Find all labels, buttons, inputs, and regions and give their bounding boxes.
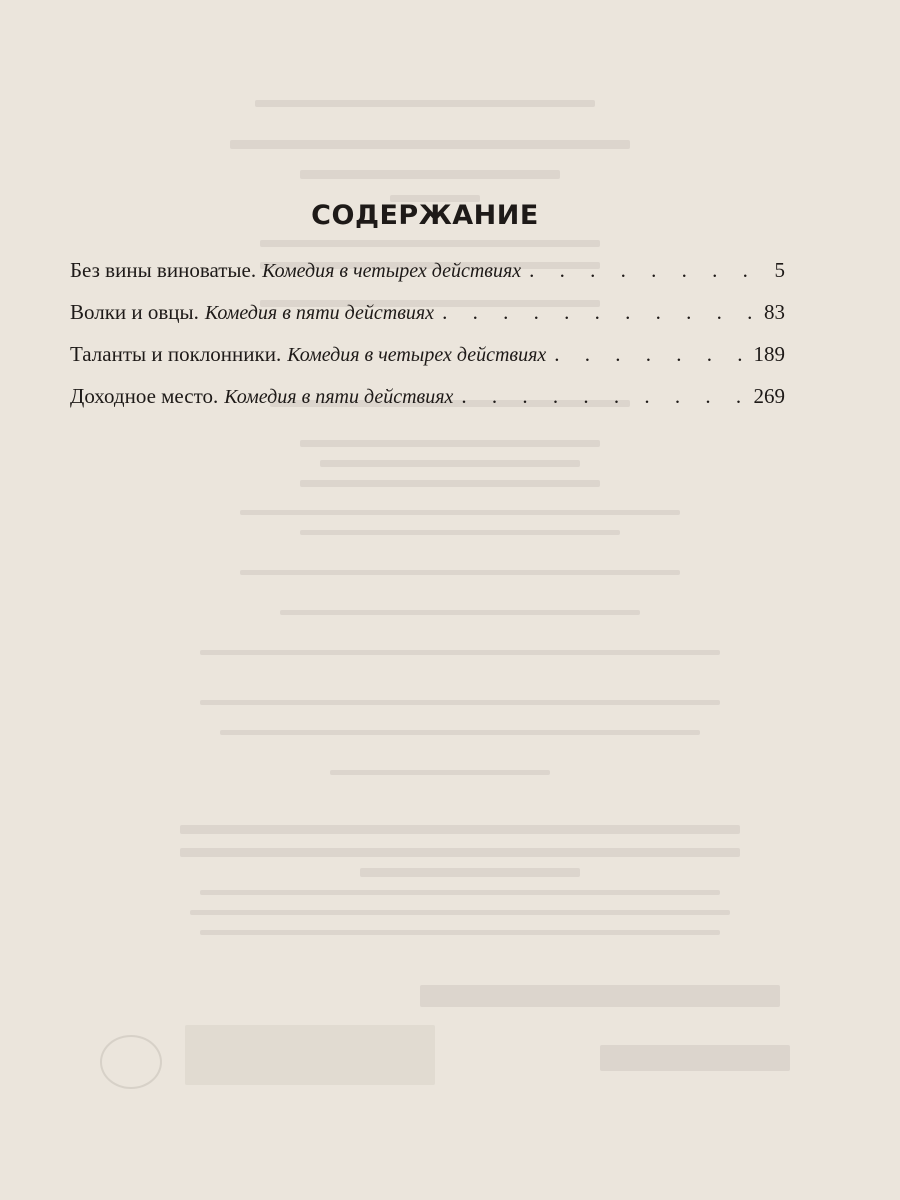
- entry-subtitle: Комедия в четырех действиях: [262, 260, 522, 282]
- toc-entry[interactable]: [70, 258, 785, 300]
- dot-leader: [529, 258, 753, 283]
- entry-page-number: 83: [764, 300, 785, 324]
- entry-subtitle: Комедия в пяти действиях: [224, 386, 454, 408]
- entry-page-number: 189: [753, 342, 785, 366]
- entry-title: Волки и овцы.: [70, 300, 199, 324]
- toc-entry[interactable]: [70, 342, 785, 384]
- entry-page-number: 269: [753, 384, 785, 408]
- entry-title: Таланты и поклонники.: [70, 342, 282, 366]
- dot-leader: [554, 342, 745, 367]
- dot-leader: [442, 300, 753, 325]
- dot-leader: [461, 384, 745, 409]
- toc-heading: СОДЕРЖАНИЕ: [311, 200, 539, 231]
- entry-subtitle: Комедия в пяти действиях: [204, 302, 435, 324]
- entry-subtitle: Комедия в четырех действиях: [287, 344, 547, 366]
- entry-page-number: 5: [774, 258, 785, 282]
- table-of-contents: [70, 258, 785, 426]
- toc-entry[interactable]: [70, 300, 785, 342]
- entry-title: Без вины виноватые.: [70, 258, 257, 282]
- toc-entry[interactable]: [70, 384, 785, 426]
- entry-title: Доходное место.: [70, 384, 219, 408]
